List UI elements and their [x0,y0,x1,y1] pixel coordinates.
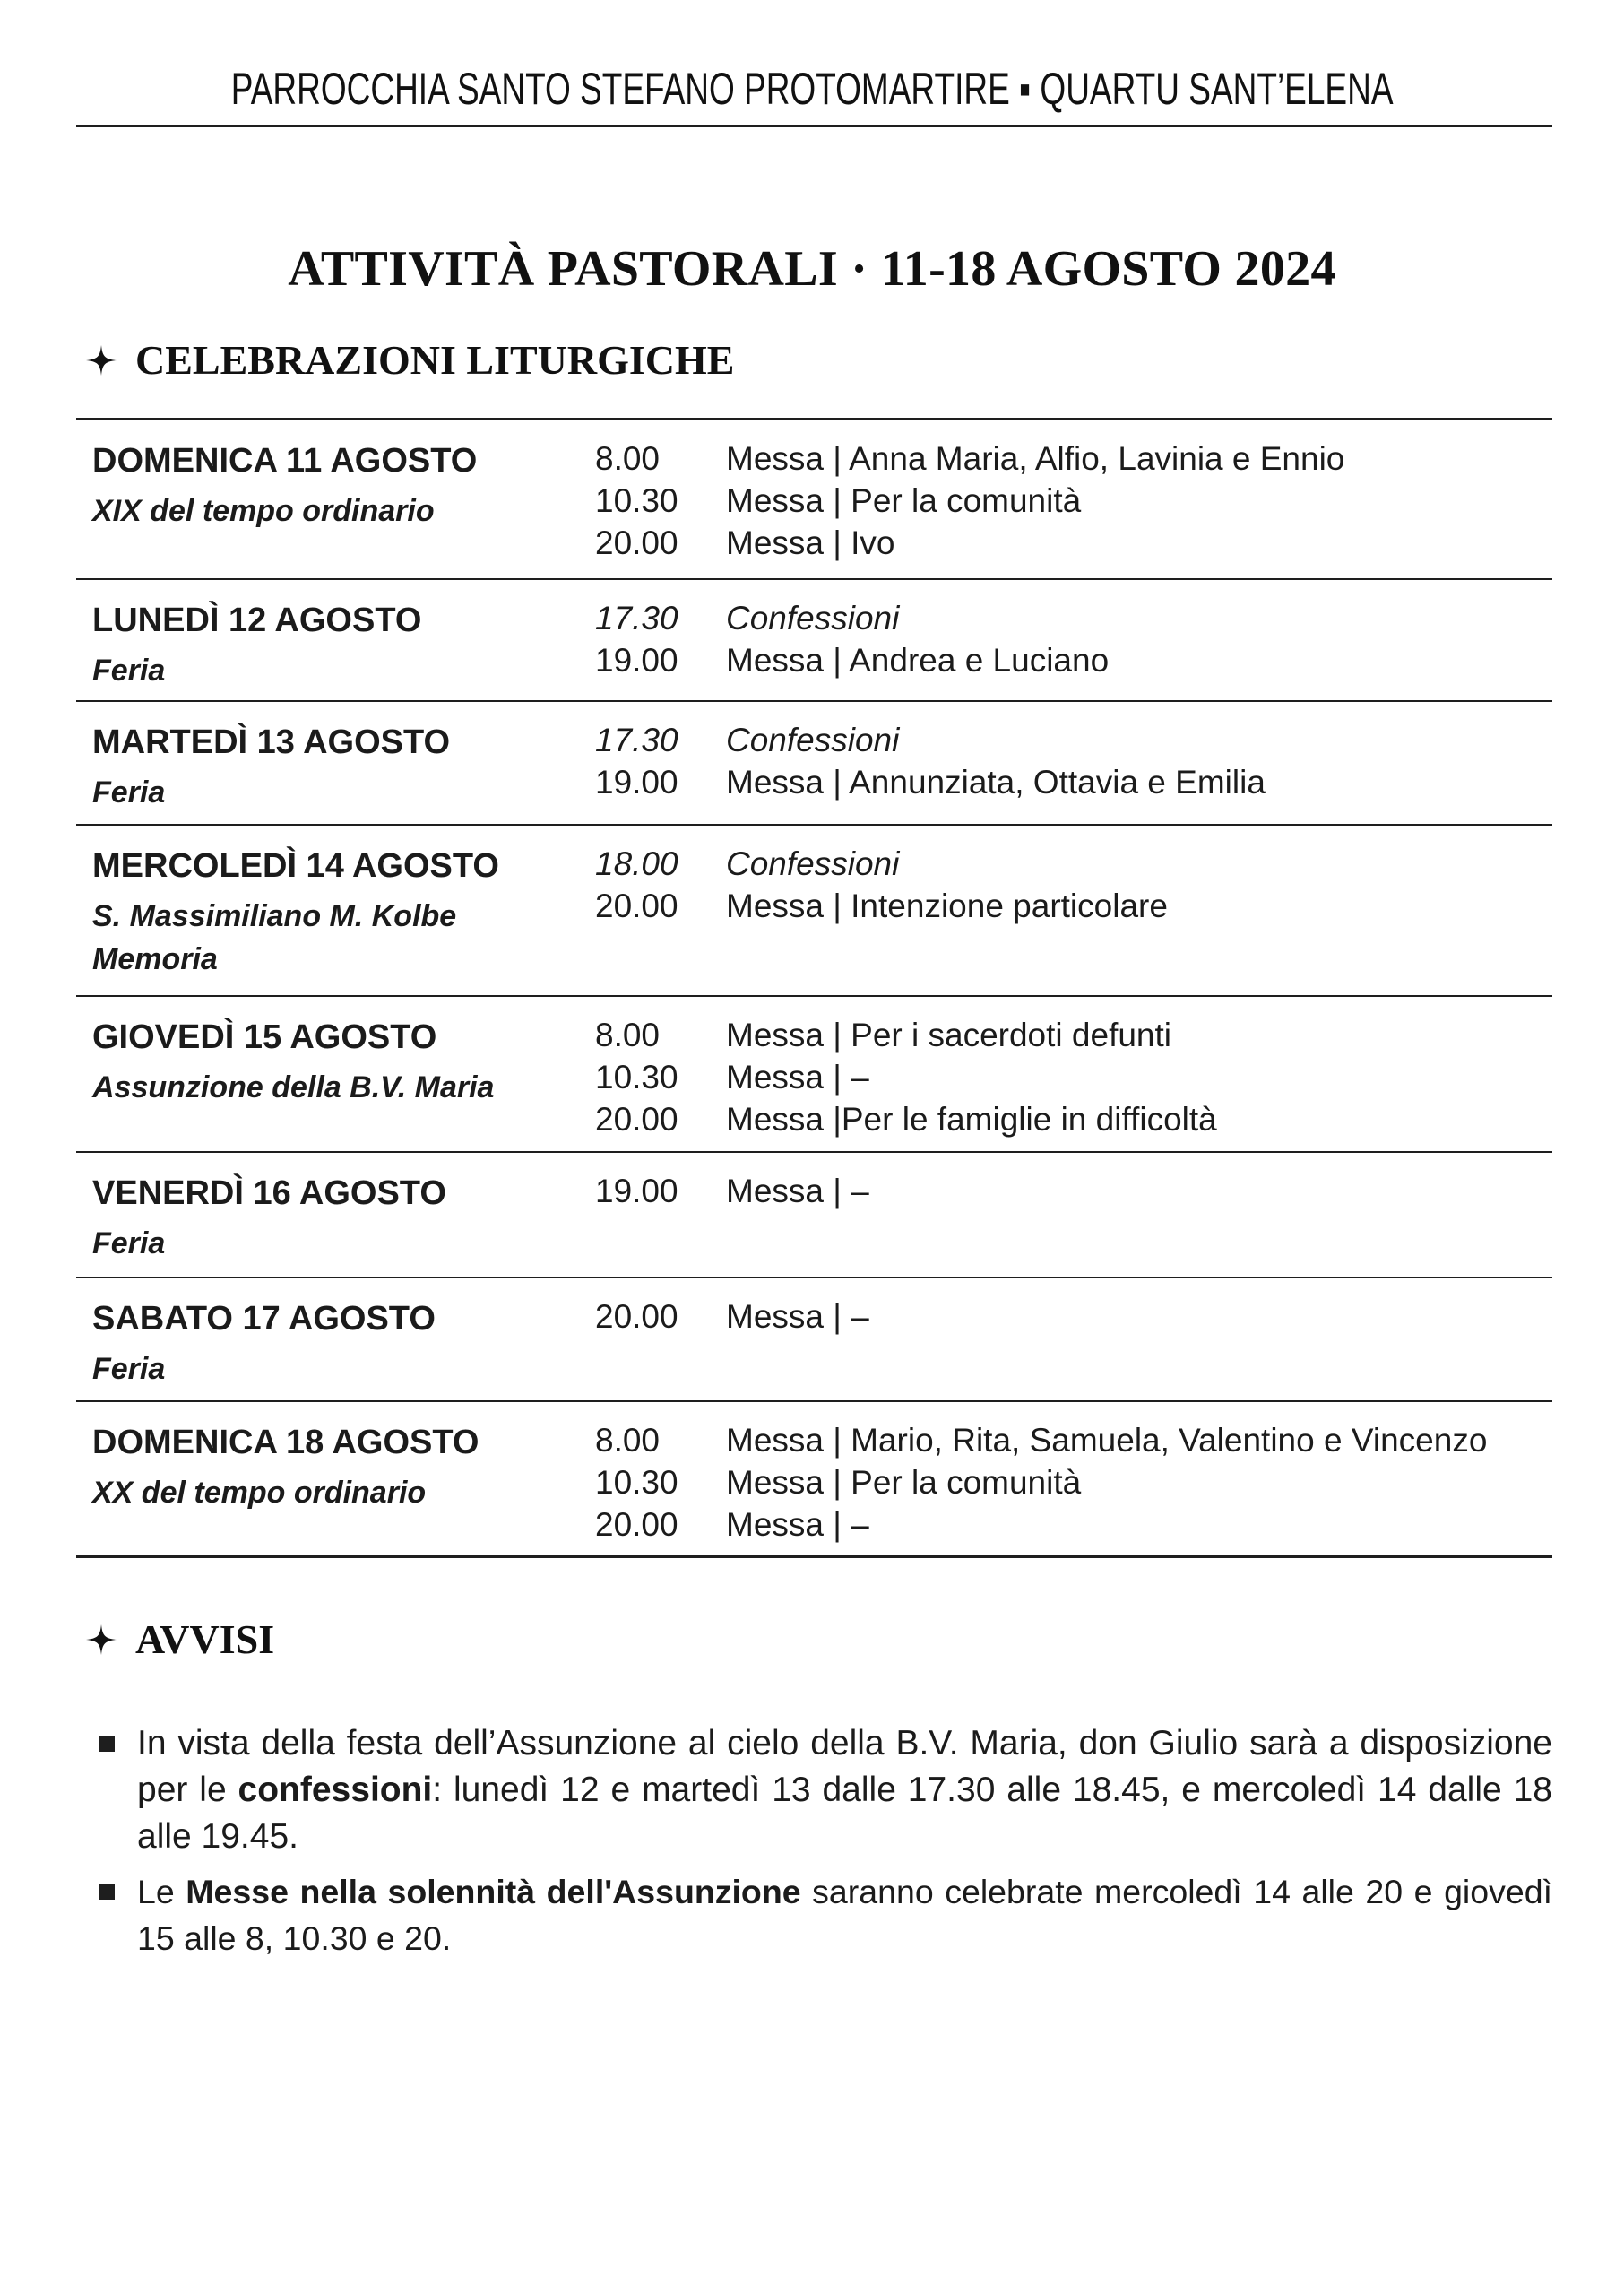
celebration-description: Messa | Andrea e Luciano [726,642,1110,679]
celebration-description: Messa | Annunziata, Ottavia e Emilia [726,764,1266,801]
day-cell [92,843,499,981]
celebration-entry [595,1170,869,1212]
celebration-list [595,437,1344,564]
notice-highlight: Messe nella solennità dell'Assunzione [186,1873,801,1910]
celebration-entry [595,761,1266,803]
schedule-row-1 [76,420,1552,580]
celebration-time: 20.00 [595,1298,678,1335]
celebration-entry [595,1461,1487,1503]
celebration-description: Confessioni [726,722,900,758]
confession-entry [595,843,1168,885]
celebration-entry [595,480,1344,522]
four-pointed-star-icon [86,1624,117,1655]
celebrations-heading [86,333,734,387]
celebration-description: Messa | – [726,1059,869,1096]
celebrations-schedule [76,418,1552,1558]
four-pointed-star-icon [86,345,117,376]
liturgical-note: Feria [92,1352,166,1386]
notice-text: : lunedì 12 e martedì 13 dalle 17.30 alle 18.45, e mercoledì 14 dalle 18 alle 19.45. [137,1771,1552,1856]
celebration-entry [595,1503,1487,1546]
celebration-entry [595,1295,869,1338]
celebration-description: Messa | – [726,1173,869,1209]
day-name: VENERDÌ 16 AGOSTO [92,1174,446,1212]
confession-entry [595,597,1109,639]
day-cell [92,1014,494,1109]
day-cell [92,719,450,814]
day-name: SABATO 17 AGOSTO [92,1300,436,1338]
liturgical-note: S. Massimiliano M. Kolbe [92,899,457,933]
celebration-time: 17.30 [595,600,678,637]
day-name: DOMENICA 18 AGOSTO [92,1424,479,1461]
notice-text: Le [137,1873,186,1910]
day-cell [92,1170,446,1265]
celebration-description: Confessioni [726,845,900,882]
celebration-list [595,1014,1217,1140]
schedule-row-8 [76,1402,1552,1558]
notices-heading-label: AVVISI [135,1616,275,1662]
celebration-time: 10.30 [595,482,678,519]
celebration-entry [595,437,1344,480]
day-name: LUNEDÌ 12 AGOSTO [92,602,422,639]
schedule-row-6 [76,1153,1552,1278]
celebration-description: Messa | Ivo [726,524,895,561]
liturgical-note: Feria [92,654,166,688]
liturgical-note: Memoria [92,942,218,976]
page-title: ATTIVITÀ PASTORALI · 11-18 AGOSTO 2024 [288,241,1336,297]
celebration-description: Messa |Per le famiglie in difficoltà [726,1101,1217,1138]
day-name: MERCOLEDÌ 14 AGOSTO [92,847,499,885]
celebration-time: 19.00 [595,764,678,801]
celebration-description: Messa | Anna Maria, Alfio, Lavinia e Ennio [726,440,1345,477]
day-cell [92,1295,436,1390]
schedule-row-5 [76,997,1552,1153]
notices-heading [86,1613,274,1667]
celebration-time: 8.00 [595,440,661,477]
day-name: GIOVEDÌ 15 AGOSTO [92,1018,437,1056]
day-cell [92,437,477,533]
celebration-time: 10.30 [595,1464,678,1501]
parish-header [0,59,1624,118]
schedule-row-4 [76,826,1552,997]
celebration-time: 19.00 [595,1173,678,1209]
header-divider [76,125,1552,127]
celebration-description: Messa | Per la comunità [726,482,1082,519]
celebration-entry [595,522,1344,564]
liturgical-note: Feria [92,1226,166,1260]
celebration-list [595,843,1168,927]
schedule-row-3 [76,702,1552,826]
celebration-list [595,1170,869,1212]
celebration-time: 8.00 [595,1017,661,1053]
square-bullet-icon [99,1884,115,1900]
notice-item [137,1720,1552,1860]
celebration-description: Messa | Mario, Rita, Samuela, Valentino e Vincenzo [726,1422,1488,1459]
day-name: DOMENICA 11 AGOSTO [92,442,478,480]
celebration-list [595,719,1266,803]
square-bullet-icon [99,1736,115,1752]
celebration-entry [595,1056,1217,1098]
celebration-time: 18.00 [595,845,678,882]
celebration-time: 20.00 [595,888,678,924]
celebration-time: 8.00 [595,1422,661,1459]
celebration-list [595,1295,869,1338]
celebration-entry [595,1098,1217,1140]
celebration-description: Messa | – [726,1506,869,1543]
notice-text: In vista della festa dell’Assunzione al cielo della B.V. Maria, don Giulio sarà a disposizione per le [137,1724,1552,1809]
liturgical-note: XIX del tempo ordinario [92,494,435,528]
liturgical-note: Assunzione della B.V. Maria [92,1070,495,1104]
notice-text: saranno celebrate mercoledì 14 alle 20 e giovedì 15 alle 8, 10.30 e 20. [137,1873,1552,1957]
celebration-entry [595,1014,1217,1056]
celebration-time: 20.00 [595,524,678,561]
celebration-description: Messa | Per i sacerdoti defunti [726,1017,1172,1053]
celebration-time: 20.00 [595,1506,678,1543]
day-cell [92,597,421,692]
celebration-time: 19.00 [595,642,678,679]
liturgical-note: Feria [92,775,166,810]
celebration-description: Confessioni [726,600,900,637]
day-cell [92,1419,479,1514]
celebration-list [595,597,1109,681]
confession-entry [595,719,1266,761]
celebration-time: 20.00 [595,1101,678,1138]
notice-highlight: confessioni [238,1771,433,1809]
celebration-entry [595,885,1168,927]
day-name: MARTEDÌ 13 AGOSTO [92,723,451,761]
celebration-description: Messa | Intenzione particolare [726,888,1168,924]
notice-item [137,1868,1552,1962]
notices-list [137,1720,1552,1970]
celebration-entry [595,1419,1487,1461]
celebration-time: 17.30 [595,722,678,758]
parish-name: PARROCCHIA SANTO STEFANO PROTOMARTIRE ▪ QUARTU SANT’ELENA [230,64,1394,114]
celebration-list [595,1419,1487,1546]
schedule-row-7 [76,1278,1552,1402]
schedule-row-2 [76,580,1552,702]
celebration-time: 10.30 [595,1059,678,1096]
celebration-entry [595,639,1109,681]
celebrations-heading-label: CELEBRAZIONI LITURGICHE [135,337,735,383]
celebration-description: Messa | – [726,1298,869,1335]
liturgical-note: XX del tempo ordinario [92,1476,427,1510]
celebration-description: Messa | Per la comunità [726,1464,1082,1501]
